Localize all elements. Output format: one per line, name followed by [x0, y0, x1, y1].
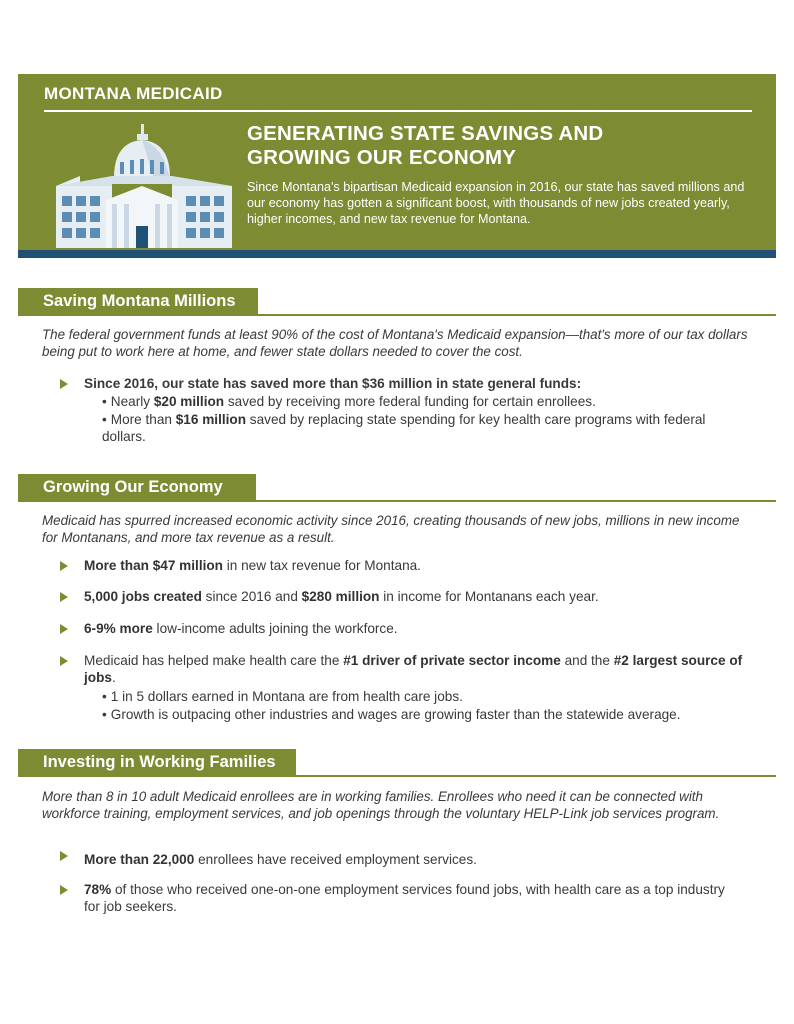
banner-title-line2: GROWING OUR ECONOMY: [247, 146, 517, 169]
section-intro-investing: More than 8 in 10 adult Medicaid enrollees are in working families. Enrollees who need it can be connected with workforce training, employment services, and job openings through the voluntary HELP-Link job services program.: [42, 789, 720, 821]
bullet-arrow-icon: [60, 624, 68, 634]
saving-sub-2: • More than $16 million saved by replacing state spending for key health care programs with federal dollars.: [102, 412, 706, 444]
growing-bullet-1: More than $47 million in new tax revenue for Montana.: [84, 558, 421, 573]
section-rule: [18, 775, 776, 777]
growing-bullet-2: 5,000 jobs created since 2016 and $280 million in income for Montanans each year.: [84, 589, 599, 604]
bullet-arrow-icon: [60, 561, 68, 571]
saving-bullet-1: Since 2016, our state has saved more than $36 million in state general funds:: [84, 376, 582, 391]
growing-sub-2: • Growth is outpacing other industries and wages are growing faster than the statewide average.: [102, 707, 681, 722]
banner-label: MONTANA MEDICAID: [44, 84, 223, 103]
bullet-arrow-icon: [60, 851, 68, 861]
section-heading-investing: Investing in Working Families: [18, 749, 296, 775]
capitol-building-icon: [56, 120, 234, 250]
banner-title-line1: GENERATING STATE SAVINGS AND: [247, 122, 604, 145]
section-intro-growing: Medicaid has spurred increased economic activity since 2016, creating thousands of new jobs, millions in new income for Montanans, and more tax revenue as a result.: [42, 513, 740, 545]
section-heading-saving: Saving Montana Millions: [18, 288, 258, 314]
banner-intro-text: Since Montana's bipartisan Medicaid expansion in 2016, our state has saved millions and our economy has gotten a significant boost, with thousands of new jobs created yearly, higher incomes, and new tax revenue for Montana.: [247, 180, 745, 226]
banner-divider: [44, 110, 752, 112]
growing-bullet-3: 6-9% more low-income adults joining the workforce.: [84, 621, 398, 636]
banner-title: [247, 122, 747, 170]
investing-bullet-1: More than 22,000 enrollees have received employment services.: [84, 852, 477, 867]
banner-bottom-stripe: [18, 250, 776, 258]
section-rule: [18, 500, 776, 502]
saving-sub-1: • Nearly $20 million saved by receiving more federal funding for certain enrollees.: [102, 394, 596, 409]
header-banner: [18, 74, 776, 250]
section-intro-saving: The federal government funds at least 90% of the cost of Montana's Medicaid expansion—that's more of our tax dollars being put to work here at home, and fewer state dollars needed to cover the cost.: [42, 327, 748, 359]
bullet-arrow-icon: [60, 885, 68, 895]
section-heading-growing: Growing Our Economy: [18, 474, 256, 500]
bullet-arrow-icon: [60, 656, 68, 666]
bullet-arrow-icon: [60, 379, 68, 389]
section-rule: [18, 314, 776, 316]
bullet-arrow-icon: [60, 592, 68, 602]
investing-bullet-2: 78% of those who received one-on-one employment services found jobs, with health care as a top industry for job seekers.: [84, 882, 725, 914]
growing-bullet-4: Medicaid has helped make health care the #1 driver of private sector income and the #2 largest source of jobs.: [84, 653, 743, 685]
growing-sub-1: • 1 in 5 dollars earned in Montana are from health care jobs.: [102, 689, 463, 704]
